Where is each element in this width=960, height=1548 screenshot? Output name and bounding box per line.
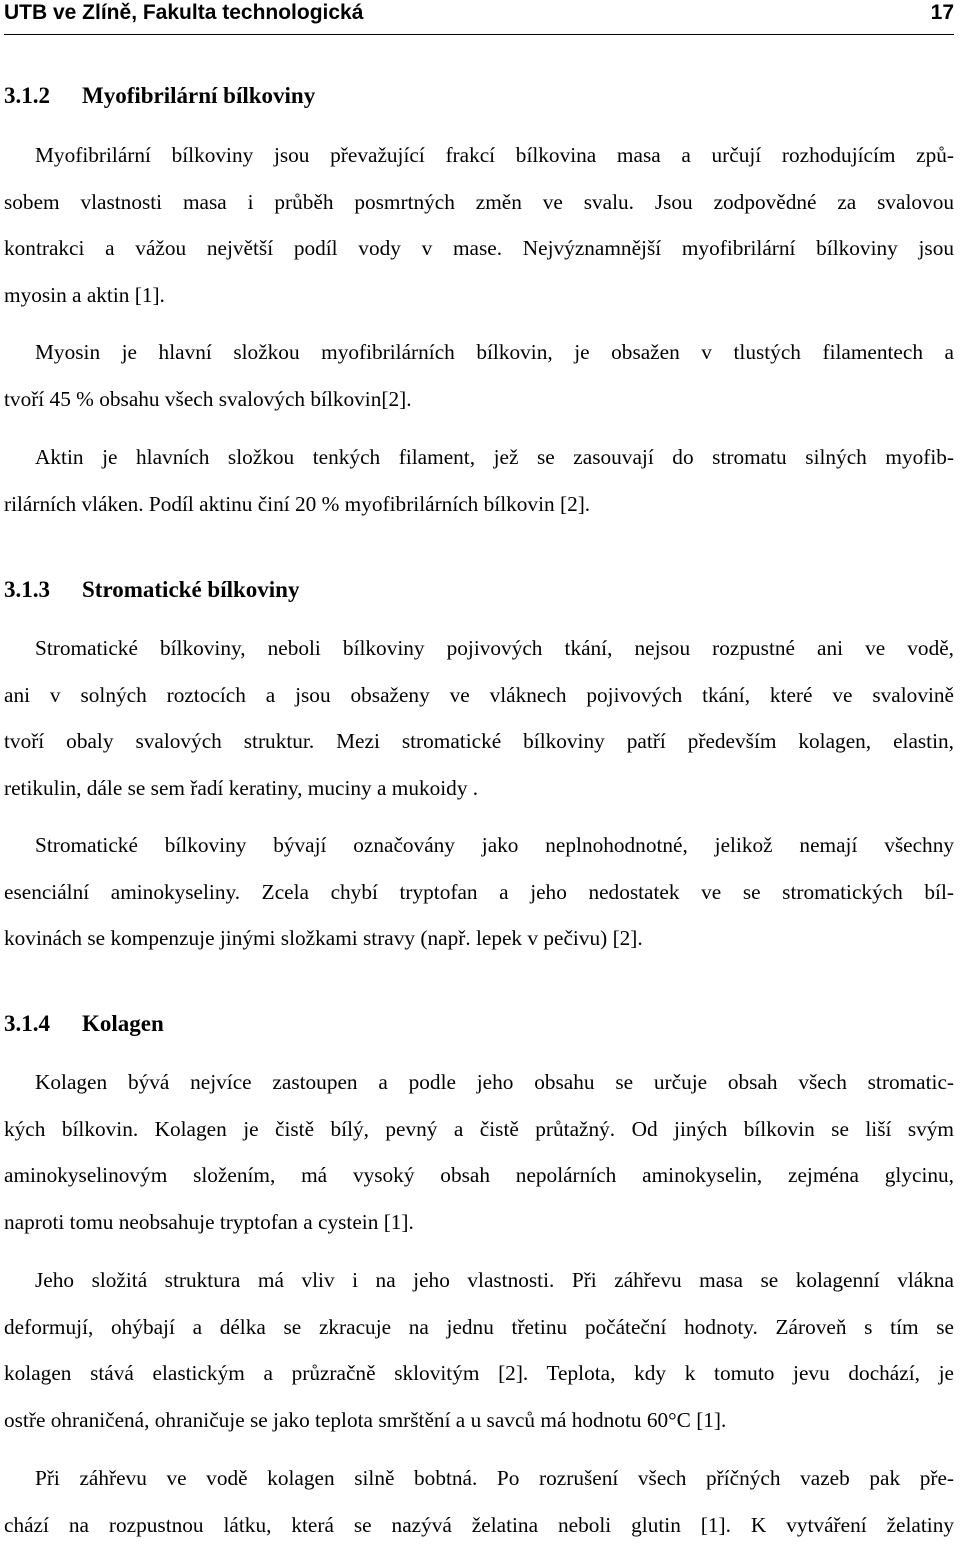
section-heading-3-1-4: [4, 1010, 164, 1038]
paragraph: [4, 625, 954, 811]
paragraph: [4, 1455, 954, 1548]
text-line: rilárních vláken. Podíl aktinu činí 20 % myofibrilárních bílkovin [2].: [4, 481, 954, 528]
section-number: 3.1.2: [4, 82, 82, 110]
paragraph: [4, 1059, 954, 1245]
text-line: kovinách se kompenzuje jinými složkami stravy (např. lepek v pečivu) [2].: [4, 915, 954, 962]
paragraph: [4, 434, 954, 527]
section-heading-3-1-2: [4, 82, 315, 110]
text-line: Myosin je hlavní složkou myofibrilárních bílkovin, je obsažen v tlustých filamentech a: [4, 329, 954, 376]
text-line: ani v solných roztocích a jsou obsaženy ve vláknech pojivových tkání, které ve svalovině: [4, 672, 954, 719]
text-line: ostře ohraničená, ohraničuje se jako teplota smrštění a u savců má hodnotu 60°C [1].: [4, 1397, 954, 1444]
text-line: Při záhřevu ve vodě kolagen silně bobtná. Po rozrušení všech příčných vazeb pak pře-: [4, 1455, 954, 1502]
text-line: Stromatické bílkoviny bývají označovány jako neplnohodnotné, jelikož nemají všechny: [4, 822, 954, 869]
text-line: kých bílkovin. Kolagen je čistě bílý, pevný a čistě průtažný. Od jiných bílkovin se liší svým: [4, 1106, 954, 1153]
section-number: 3.1.3: [4, 576, 82, 604]
section-title: Kolagen: [82, 1011, 164, 1036]
paragraph: [4, 822, 954, 962]
text-line: chází na rozpustnou látku, která se nazývá želatina neboli glutin [1]. K vytváření želatiny: [4, 1502, 954, 1548]
text-line: esenciální aminokyseliny. Zcela chybí tryptofan a jeho nedostatek ve se stromatických bíl-: [4, 869, 954, 916]
text-line: tvoří obaly svalových struktur. Mezi stromatické bílkoviny patří především kolagen, elastin,: [4, 718, 954, 765]
paragraph: [4, 132, 954, 318]
text-line: Myofibrilární bílkoviny jsou převažující frakcí bílkovina masa a určují rozhodujícím způ-: [4, 132, 954, 179]
header-title: UTB ve Zlíně, Fakulta technologická: [4, 0, 363, 26]
paragraph: [4, 1257, 954, 1443]
text-line: myosin a aktin [1].: [4, 272, 954, 319]
text-line: tvoří 45 % obsahu všech svalových bílkovin[2].: [4, 376, 954, 423]
text-line: kontrakci a vážou největší podíl vody v mase. Nejvýznamnější myofibrilární bílkoviny jsou: [4, 225, 954, 272]
text-line: Jeho složitá struktura má vliv i na jeho vlastnosti. Při záhřevu masa se kolagenní vlákna: [4, 1257, 954, 1304]
section-heading-3-1-3: [4, 576, 299, 604]
text-line: aminokyselinovým složením, má vysoký obsah nepolárních aminokyselin, zejména glycinu,: [4, 1152, 954, 1199]
text-line: naproti tomu neobsahuje tryptofan a cystein [1].: [4, 1199, 954, 1246]
text-line: Aktin je hlavních složkou tenkých filament, jež se zasouvají do stromatu silných myofib-: [4, 434, 954, 481]
paragraph: [4, 329, 954, 422]
running-header: [4, 0, 954, 30]
text-line: Stromatické bílkoviny, neboli bílkoviny pojivových tkání, nejsou rozpustné ani ve vodě,: [4, 625, 954, 672]
text-line: deformují, ohýbají a délka se zkracuje na jednu třetinu počáteční hodnoty. Zároveň s tím se: [4, 1304, 954, 1351]
section-number: 3.1.4: [4, 1010, 82, 1038]
text-line: retikulin, dále se sem řadí keratiny, muciny a mukoidy .: [4, 765, 954, 812]
section-title: Stromatické bílkoviny: [82, 577, 299, 602]
page-number: 17: [931, 0, 954, 26]
text-line: sobem vlastnosti masa i průběh posmrtných změn ve svalu. Jsou zodpovědné za svalovou: [4, 179, 954, 226]
section-title: Myofibrilární bílkoviny: [82, 83, 315, 108]
text-line: Kolagen bývá nejvíce zastoupen a podle jeho obsahu se určuje obsah všech stromatic-: [4, 1059, 954, 1106]
text-line: kolagen stává elastickým a průzračně sklovitým [2]. Teplota, kdy k tomuto jevu dochází, je: [4, 1350, 954, 1397]
header-divider: [4, 34, 954, 35]
